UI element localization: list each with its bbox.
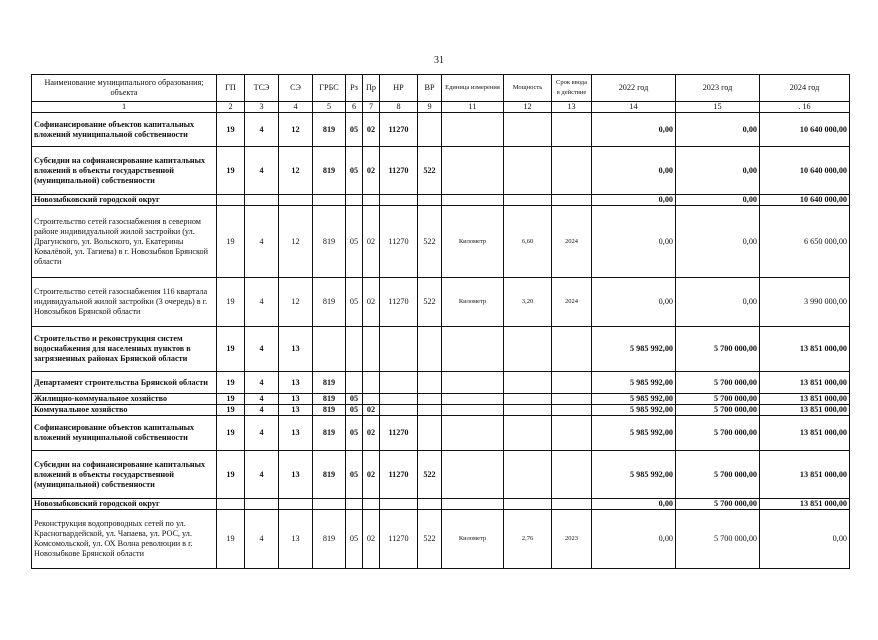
cell-y2024: 13 851 000,00 [760,394,850,405]
col-number: 2 [217,102,245,113]
cell-grbs: 819 [313,405,346,416]
cell-unit: Километр [442,278,504,327]
cell-rz [346,195,363,206]
table-row [32,278,850,327]
col-number: 5 [313,102,346,113]
cell-se: 13 [279,372,313,394]
cell-name: Субсидии на софинансирование капитальных вложений в объекты государственной (муниципальной) собственности [32,451,217,499]
cell-y2022: 5 985 992,00 [592,416,676,451]
cell-se [279,195,313,206]
cell-y2022: 0,00 [592,113,676,147]
cell-name: Софинансирование объектов капитальных вложений муниципальной собственности [32,113,217,147]
cell-pr [363,195,380,206]
cell-unit [442,499,504,510]
cell-se: 13 [279,405,313,416]
cell-y2022: 0,00 [592,206,676,278]
cell-y2023: 0,00 [676,278,760,327]
cell-gp: 19 [217,451,245,499]
cell-pr: 02 [363,206,380,278]
table-row [32,113,850,147]
cell-tse: 4 [245,372,279,394]
cell-vr [418,113,442,147]
cell-capacity [504,416,552,451]
cell-y2023: 5 700 000,00 [676,510,760,569]
cell-rz: 05 [346,206,363,278]
cell-tse [245,195,279,206]
cell-y2024: 10 640 000,00 [760,147,850,195]
cell-capacity: 6,60 [504,206,552,278]
cell-unit [442,195,504,206]
cell-se: 12 [279,278,313,327]
cell-grbs [313,499,346,510]
cell-gp: 19 [217,327,245,372]
col-number: 3 [245,102,279,113]
cell-y2022: 0,00 [592,147,676,195]
cell-rz: 05 [346,394,363,405]
col-header-2024: 2024 год [760,75,850,102]
col-header-capacity: Мощность [504,75,552,102]
cell-nr [380,327,418,372]
cell-unit [442,372,504,394]
cell-se: 12 [279,113,313,147]
cell-gp [217,195,245,206]
cell-unit [442,416,504,451]
table-row [32,372,850,394]
cell-tse: 4 [245,113,279,147]
cell-capacity: 2,76 [504,510,552,569]
cell-nr [380,394,418,405]
cell-term [552,113,592,147]
cell-y2022: 5 985 992,00 [592,451,676,499]
col-header-nr: НР [380,75,418,102]
cell-rz: 05 [346,278,363,327]
cell-rz: 05 [346,113,363,147]
cell-nr: 11270 [380,278,418,327]
cell-unit: Километр [442,510,504,569]
cell-term: 2023 [552,510,592,569]
cell-grbs [313,195,346,206]
cell-name: Департамент строительства Брянской области [32,372,217,394]
cell-gp: 19 [217,372,245,394]
cell-tse: 4 [245,394,279,405]
col-header-2022: 2022 год [592,75,676,102]
cell-vr [418,394,442,405]
cell-gp: 19 [217,206,245,278]
cell-tse: 4 [245,405,279,416]
cell-rz [346,327,363,372]
cell-se: 13 [279,394,313,405]
col-header-vr: ВР [418,75,442,102]
cell-y2024: 6 650 000,00 [760,206,850,278]
cell-rz [346,499,363,510]
cell-y2024: 13 851 000,00 [760,327,850,372]
table-row [32,206,850,278]
cell-unit [442,113,504,147]
cell-nr: 11270 [380,113,418,147]
col-number: 13 [552,102,592,113]
cell-tse: 4 [245,416,279,451]
cell-nr [380,372,418,394]
cell-y2024: 10 640 000,00 [760,195,850,206]
page-number: 31 [434,55,444,66]
cell-gp: 19 [217,113,245,147]
cell-y2022: 0,00 [592,195,676,206]
col-number: 9 [418,102,442,113]
cell-nr: 11270 [380,147,418,195]
cell-vr [418,499,442,510]
cell-grbs: 819 [313,372,346,394]
cell-vr: 522 [418,510,442,569]
cell-gp: 19 [217,147,245,195]
col-number: . 16 [760,102,850,113]
cell-nr: 11270 [380,416,418,451]
cell-grbs: 819 [313,206,346,278]
cell-term [552,405,592,416]
cell-y2024: 13 851 000,00 [760,499,850,510]
cell-gp: 19 [217,278,245,327]
table-row [32,147,850,195]
cell-vr: 522 [418,147,442,195]
cell-y2024: 3 990 000,00 [760,278,850,327]
cell-capacity [504,147,552,195]
cell-name: Коммунальное хозяйство [32,405,217,416]
cell-pr: 02 [363,147,380,195]
cell-tse: 4 [245,327,279,372]
cell-grbs: 819 [313,394,346,405]
col-number: 15 [676,102,760,113]
cell-gp: 19 [217,394,245,405]
cell-capacity: 3,20 [504,278,552,327]
cell-se: 13 [279,451,313,499]
cell-y2023: 5 700 000,00 [676,416,760,451]
cell-grbs: 819 [313,451,346,499]
table-row [32,510,850,569]
col-number: 11 [442,102,504,113]
cell-tse: 4 [245,278,279,327]
cell-vr [418,372,442,394]
cell-nr [380,499,418,510]
cell-nr [380,195,418,206]
cell-y2023: 5 700 000,00 [676,451,760,499]
cell-term: 2024 [552,206,592,278]
cell-tse: 4 [245,510,279,569]
cell-se [279,499,313,510]
col-number: 4 [279,102,313,113]
cell-unit [442,451,504,499]
cell-name: Новозыбковский городской округ [32,499,217,510]
cell-rz: 05 [346,405,363,416]
cell-nr [380,405,418,416]
cell-pr: 02 [363,405,380,416]
cell-vr: 522 [418,451,442,499]
cell-se: 13 [279,327,313,372]
cell-capacity [504,499,552,510]
cell-grbs: 819 [313,278,346,327]
col-number: 7 [363,102,380,113]
table-row [32,416,850,451]
table-row [32,499,850,510]
cell-capacity [504,113,552,147]
cell-nr: 11270 [380,510,418,569]
cell-y2023: 5 700 000,00 [676,372,760,394]
cell-grbs: 819 [313,113,346,147]
cell-gp: 19 [217,510,245,569]
cell-pr [363,372,380,394]
cell-y2023: 5 700 000,00 [676,327,760,372]
cell-y2023: 0,00 [676,113,760,147]
table-body [32,113,850,569]
cell-pr: 02 [363,451,380,499]
cell-vr [418,416,442,451]
cell-name: Реконструкция водопроводных сетей по ул. Красногвардейской, ул. Чапаева, ул. РОС, ул. Комсомольской, ул. ОХ Волна революции в г. Новозыбкове Брянской области [32,510,217,569]
cell-rz: 05 [346,510,363,569]
col-header-gp: ГП [217,75,245,102]
cell-rz [346,372,363,394]
cell-grbs: 819 [313,147,346,195]
col-number: 1 [32,102,217,113]
col-header-se: СЭ [279,75,313,102]
cell-se: 12 [279,147,313,195]
col-header-name: Наименование муниципального образования; объекта [32,75,217,102]
col-number: 8 [380,102,418,113]
cell-unit [442,327,504,372]
col-header-unit: Единица измерения [442,75,504,102]
cell-unit [442,147,504,195]
cell-y2023: 0,00 [676,195,760,206]
col-header-tse: ТСЭ [245,75,279,102]
cell-y2022: 0,00 [592,278,676,327]
cell-y2022: 5 985 992,00 [592,405,676,416]
cell-capacity [504,195,552,206]
cell-pr: 02 [363,113,380,147]
cell-name: Субсидии на софинансирование капитальных вложений в объекты государственной (муниципальной) собственности [32,147,217,195]
table-header-row [32,75,850,102]
cell-capacity [504,394,552,405]
cell-y2024: 13 851 000,00 [760,372,850,394]
cell-unit [442,394,504,405]
cell-y2024: 13 851 000,00 [760,405,850,416]
cell-capacity [504,372,552,394]
cell-term [552,499,592,510]
cell-gp: 19 [217,405,245,416]
cell-term: 2024 [552,278,592,327]
cell-gp: 19 [217,416,245,451]
budget-table [31,74,850,569]
cell-y2023: 0,00 [676,147,760,195]
cell-se: 13 [279,416,313,451]
col-number: 14 [592,102,676,113]
cell-name: Жилищно-коммунальное хозяйство [32,394,217,405]
cell-vr [418,405,442,416]
cell-name: Новозыбковский городской округ [32,195,217,206]
cell-y2024: 0,00 [760,510,850,569]
table-row [32,451,850,499]
cell-term [552,372,592,394]
cell-term [552,147,592,195]
cell-y2023: 5 700 000,00 [676,405,760,416]
cell-vr [418,327,442,372]
cell-grbs: 819 [313,510,346,569]
cell-grbs [313,327,346,372]
cell-name: Строительство и реконструкция систем водоснабжения для населенных пунктов в загрязненных районах Брянской области [32,327,217,372]
cell-tse [245,499,279,510]
cell-y2024: 13 851 000,00 [760,416,850,451]
table-row [32,327,850,372]
cell-capacity [504,405,552,416]
cell-y2022: 0,00 [592,499,676,510]
cell-tse: 4 [245,147,279,195]
cell-unit: Километр [442,206,504,278]
cell-se: 13 [279,510,313,569]
cell-pr: 02 [363,278,380,327]
table-row [32,195,850,206]
col-number: 6 [346,102,363,113]
col-header-grbs: ГРБС [313,75,346,102]
col-header-term: Срок ввода в действие [552,75,592,102]
cell-y2023: 0,00 [676,206,760,278]
col-header-pr: Пр [363,75,380,102]
cell-rz: 05 [346,147,363,195]
cell-term [552,327,592,372]
cell-pr: 02 [363,510,380,569]
cell-unit [442,405,504,416]
cell-pr [363,327,380,372]
cell-term [552,416,592,451]
cell-rz: 05 [346,451,363,499]
cell-se: 12 [279,206,313,278]
table-row [32,405,850,416]
cell-term [552,195,592,206]
cell-term [552,394,592,405]
cell-tse: 4 [245,451,279,499]
cell-nr: 11270 [380,206,418,278]
cell-rz: 05 [346,416,363,451]
cell-name: Строительство сетей газоснабжения в северном районе индивидуальной жилой застройки (ул. Драгунского, ул. Вольского, ул. Екатерины Ковалёвой, ул. Тагиева) в г. Новозыбков Брянской области [32,206,217,278]
cell-y2022: 5 985 992,00 [592,327,676,372]
column-number-row [32,102,850,113]
cell-vr: 522 [418,206,442,278]
cell-name: Строительство сетей газоснабжения 116 квартала индивидуальной жилой застройки (3 очередь) в г. Новозыбков Брянской области [32,278,217,327]
cell-y2022: 5 985 992,00 [592,372,676,394]
col-header-rz: Рз [346,75,363,102]
cell-y2022: 5 985 992,00 [592,394,676,405]
cell-pr: 02 [363,416,380,451]
cell-y2023: 5 700 000,00 [676,394,760,405]
cell-y2024: 10 640 000,00 [760,113,850,147]
cell-vr: 522 [418,278,442,327]
cell-gp [217,499,245,510]
table-row [32,394,850,405]
cell-capacity [504,327,552,372]
cell-y2022: 0,00 [592,510,676,569]
cell-y2023: 5 700 000,00 [676,499,760,510]
cell-pr [363,394,380,405]
col-number: 12 [504,102,552,113]
cell-y2024: 13 851 000,00 [760,451,850,499]
cell-vr [418,195,442,206]
col-header-2023: 2023 год [676,75,760,102]
cell-grbs: 819 [313,416,346,451]
cell-term [552,451,592,499]
cell-capacity [504,451,552,499]
cell-nr: 11270 [380,451,418,499]
cell-pr [363,499,380,510]
cell-name: Софинансирование объектов капитальных вложений муниципальной собственности [32,416,217,451]
cell-tse: 4 [245,206,279,278]
